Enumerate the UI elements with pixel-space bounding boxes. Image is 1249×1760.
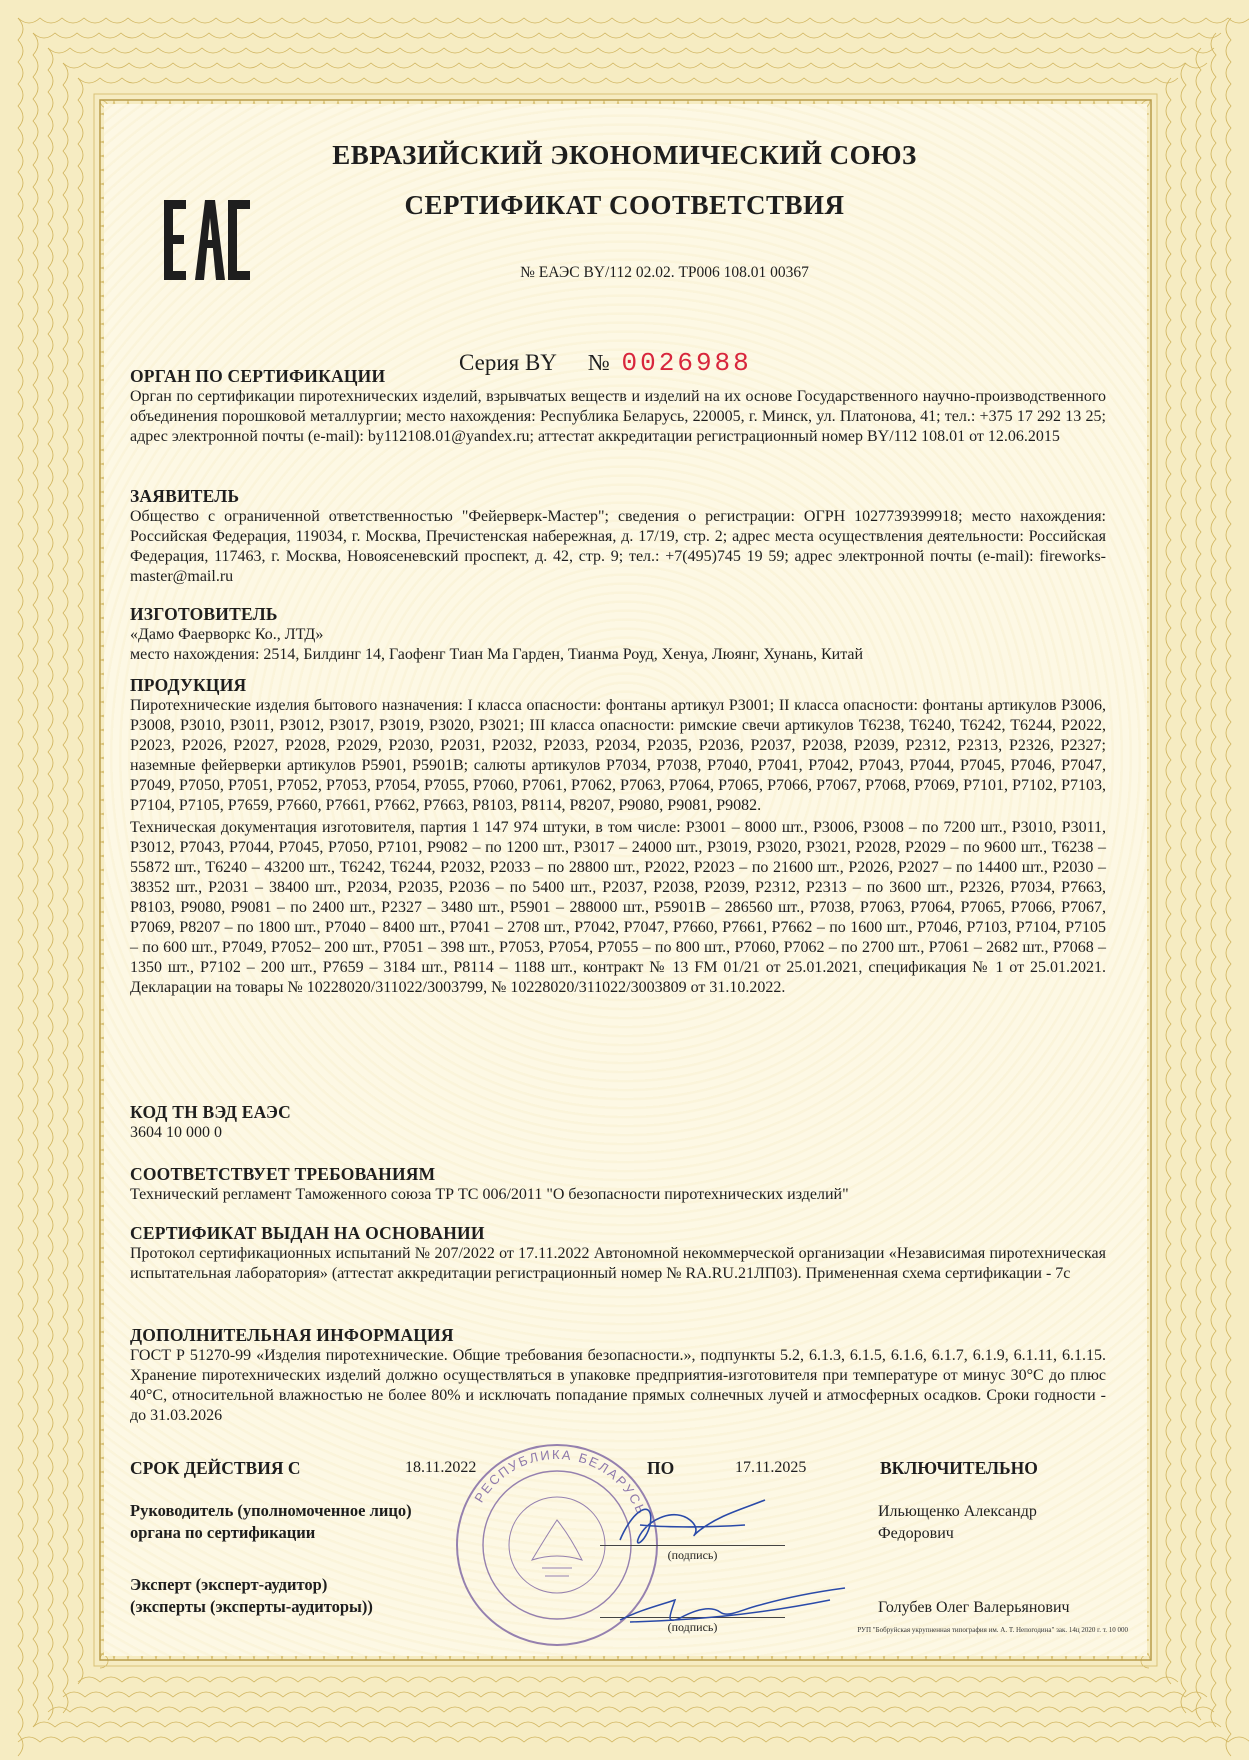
serial-number: 0026988 (621, 348, 752, 378)
head-name-line2: Федорович (878, 1525, 954, 1542)
section-title: ДОПОЛНИТЕЛЬНАЯ ИНФОРМАЦИЯ (130, 1325, 454, 1345)
section-text: Орган по сертификации пиротехнических изделий, взрывчатых веществ и изделий на их основе Государственного научно-производственного объединения порошковой металлургии; место нахождения: Республика Беларусь, 220005, г. Минск, ул. Платонова, 41; тел.: +375 17 292 13 25; адрес электронной почты (e-mail): by112108.01@yandex.ru; аттестат аккредитации регистрационный номер BY/112 108.01 от 12.06.2015 (130, 388, 1106, 445)
section-title: КОД ТН ВЭД ЕАЭС (130, 1102, 291, 1122)
requirements-text: Технический регламент Таможенного союза ТР ТС 006/2011 "О безопасности пиротехнических изделий" (130, 1186, 849, 1203)
stamp-text: РЕСПУБЛИКА БЕЛАРУСЬ (471, 1446, 650, 1518)
product-description: Пиротехнические изделия бытового назначения: I класса опасности: фонтаны артикул P3001; II класса опасности: фонтаны артикулов P3006, P3008, P3010, P3011, P3012, P3017, P3019, P3020, P3021; III класса опасности: римские свечи артикулов T6238, T6240, T6242, T6244, P2022, P2023, P2026, P2027, P2028, P2029, P2030, P2031, P2032, P2033, P2034, P2035, P2036, P2037, P2038, P2039, P2312, P2313, P2326, P2327; наземные фейерверки артикулов P5901, P5901B; салюты артикулов P7034, P7038, P7040, P7041, P7042, P7043, P7044, P7045, P7046, P7047, P7049, P7050, P7051, P7052, P7053, P7054, P7055, P7060, P7061, P7062, P7063, P7064, P7065, P7066, P7067, P7068, P7069, P7101, P7102, P7103, P7104, P7105, P7659, P7660, P7661, P7662, P7663, P8103, P8114, P8207, P9080, P9081, P9082. (130, 697, 1106, 814)
tnved-code: 3604 10 000 0 (130, 1124, 222, 1141)
section-title: ИЗГОТОВИТЕЛЬ (130, 604, 278, 624)
validity-to-label: ПО (647, 1458, 675, 1478)
head-signature (580, 1480, 800, 1570)
section-requirements (130, 1163, 1106, 1205)
head-label (130, 1500, 460, 1544)
section-product (130, 674, 1106, 998)
section-additional (130, 1324, 1106, 1426)
expert-name: Голубев Олег Валерьянович (878, 1599, 1070, 1616)
manufacturer-address: место нахождения: 2514, Билдинг 14, Гаофенг Тиан Ма Гарден, Тианма Роуд, Хенуа, Люянг, Хунань, Китай (130, 646, 864, 663)
section-title: СООТВЕТСТВУЕТ ТРЕБОВАНИЯМ (130, 1164, 436, 1184)
manufacturer-name: «Дамо Фаерворкс Ко., ЛТД» (130, 626, 324, 643)
header-union-title: ЕВРАЗИЙСКИЙ ЭКОНОМИЧЕСКИЙ СОЮЗ (332, 140, 917, 170)
header-certificate-title: СЕРТИФИКАТ СООТВЕТСТВИЯ (404, 190, 845, 220)
section-title: ОРГАН ПО СЕРТИФИКАЦИИ (130, 366, 386, 386)
section-title: ПРОДУКЦИЯ (130, 675, 247, 695)
section-cert-body (130, 365, 1106, 447)
section-title: ЗАЯВИТЕЛЬ (130, 486, 240, 506)
expert-signature (600, 1570, 860, 1640)
certificate-registry-number: № ЕАЭС BY/112 02.02. ТР006 108.01 00367 (520, 264, 809, 281)
section-text: Общество с ограниченной ответственностью "Фейерверк-Мастер"; сведения о регистрации: ОГРН 1027739399918; место нахождения: Российская Федерация, 119034, г. Москва, Пречистенская набережная, д. 17/19, стр. 2; адрес места осуществления деятельности: Российская Федерация, 117463, г. Москва, Новоясеневский проспект, д. 42, стр. 9; тел.: +7(495)745 19 59; адрес электронной почты (e-mail): fireworks-master@mail.ru (130, 508, 1106, 585)
additional-text: ГОСТ Р 51270-99 «Изделия пиротехнические. Общие требования безопасности.», подпункты 5.2, 6.1.3, 6.1.5, 6.1.6, 6.1.7, 6.1.9, 6.1.11, 6.1.15. Хранение пиротехнических изделий должно осуществляться в упаковке предприятия-изготовителя при температуре от минус 30°С до плюс 40°С, относительной влажностью не более 80% и исключать попадание прямых солнечных лучей и атмосферных осадков. Сроки годности - до 31.03.2026 (130, 1347, 1106, 1424)
head-label-line2: органа по сертификации (130, 1523, 316, 1542)
validity-from-date: 18.11.2022 (405, 1459, 477, 1476)
validity-to-date: 17.11.2025 (735, 1459, 807, 1476)
head-name-line1: Ильющенко Александр (878, 1503, 1037, 1520)
section-title: СЕРТИФИКАТ ВЫДАН НА ОСНОВАНИИ (130, 1223, 485, 1243)
expert-label (130, 1574, 460, 1618)
head-name (878, 1501, 1128, 1545)
number-sign: № (587, 350, 610, 375)
head-label-line1: Руководитель (уполномоченное лицо) (130, 1501, 412, 1520)
section-applicant (130, 485, 1106, 587)
validity-from-label: СРОК ДЕЙСТВИЯ С (130, 1458, 301, 1478)
expert-label-line1: Эксперт (эксперт-аудитор) (130, 1575, 328, 1594)
section-manufacturer (130, 603, 1106, 665)
basis-text: Протокол сертификационных испытаний № 207/2022 от 17.11.2022 Автономной некоммерческой организации «Независимая пиротехническая испытательная лаборатория» (аттестат аккредитации регистрационный номер № RA.RU.21ЛП03). Примененная схема сертификации - 7с (130, 1245, 1106, 1282)
product-documentation: Техническая документация изготовителя, партия 1 147 974 штуки, в том числе: P3001 – 8000 шт., P3006, P3008 – по 7200 шт., P3010, P3011, P3012, P7043, P7044, P7045, P7050, P7101, P9082 – по 1200 шт., P3017 – 24000 шт., P3019, P3020, P3021, P2028, P2029 – по 9600 шт., T6238 – 55872 шт., T6240 – 43200 шт., T6242, T6244, P2032, P2033 – по 28800 шт., P2022, P2023 – по 21600 шт., P2026, P2027 – по 14400 шт., P2030 – 38352 шт., P2031 – 38400 шт., P2034, P2035, P2036 – по 5400 шт., P2037, P2038, P2039, P2312, P2313 – по 3600 шт., P2326, P7034, P7663, P8103, P9080, P9081 – по 2400 шт., P2327 – 3480 шт., P5901 – 288000 шт., P5901B – 286560 шт., P7038, P7063, P7064, P7065, P7066, P7067, P7069, P8207 – по 1800 шт., P7040 – 8400 шт., P7041 – 2708 шт., P7042, P7047, P7660, P7661, P7662 – по 1600 шт., P7046, P7103, P7104, P7105 – по 600 шт., P7049, P7052– 200 шт., P7051 – 398 шт., P7053, P7054, P7055 – по 800 шт., P7060, P7062 – по 2700 шт., P7061 – 2682 шт., P7068 – 1350 шт., P7102 – 200 шт., P7659 – 3184 шт., P8114 – 1188 шт., контракт № 13 FM 01/21 от 25.01.2021, спецификация № 1 от 25.01.2021. Декларации на товары № 10228020/311022/3003799, № 10228020/311022/3003809 от 31.10.2022. (130, 819, 1106, 996)
expert-signature-caption: (подпись) (667, 1620, 718, 1634)
section-tnved (130, 1101, 1106, 1143)
section-basis (130, 1222, 1106, 1284)
validity-inclusive: ВКЛЮЧИТЕЛЬНО (880, 1458, 1038, 1478)
printer-footnote: РУП "Бобруйская укрупненная типография им. А. Т. Непогодина" зак. 14ц 2020 г. т. 10 000 (857, 1626, 1128, 1634)
series-label: Серия BY (459, 350, 557, 375)
head-signature-caption: (подпись) (667, 1548, 718, 1562)
expert-label-line2: (эксперты (эксперты-аудиторы)) (130, 1597, 373, 1616)
